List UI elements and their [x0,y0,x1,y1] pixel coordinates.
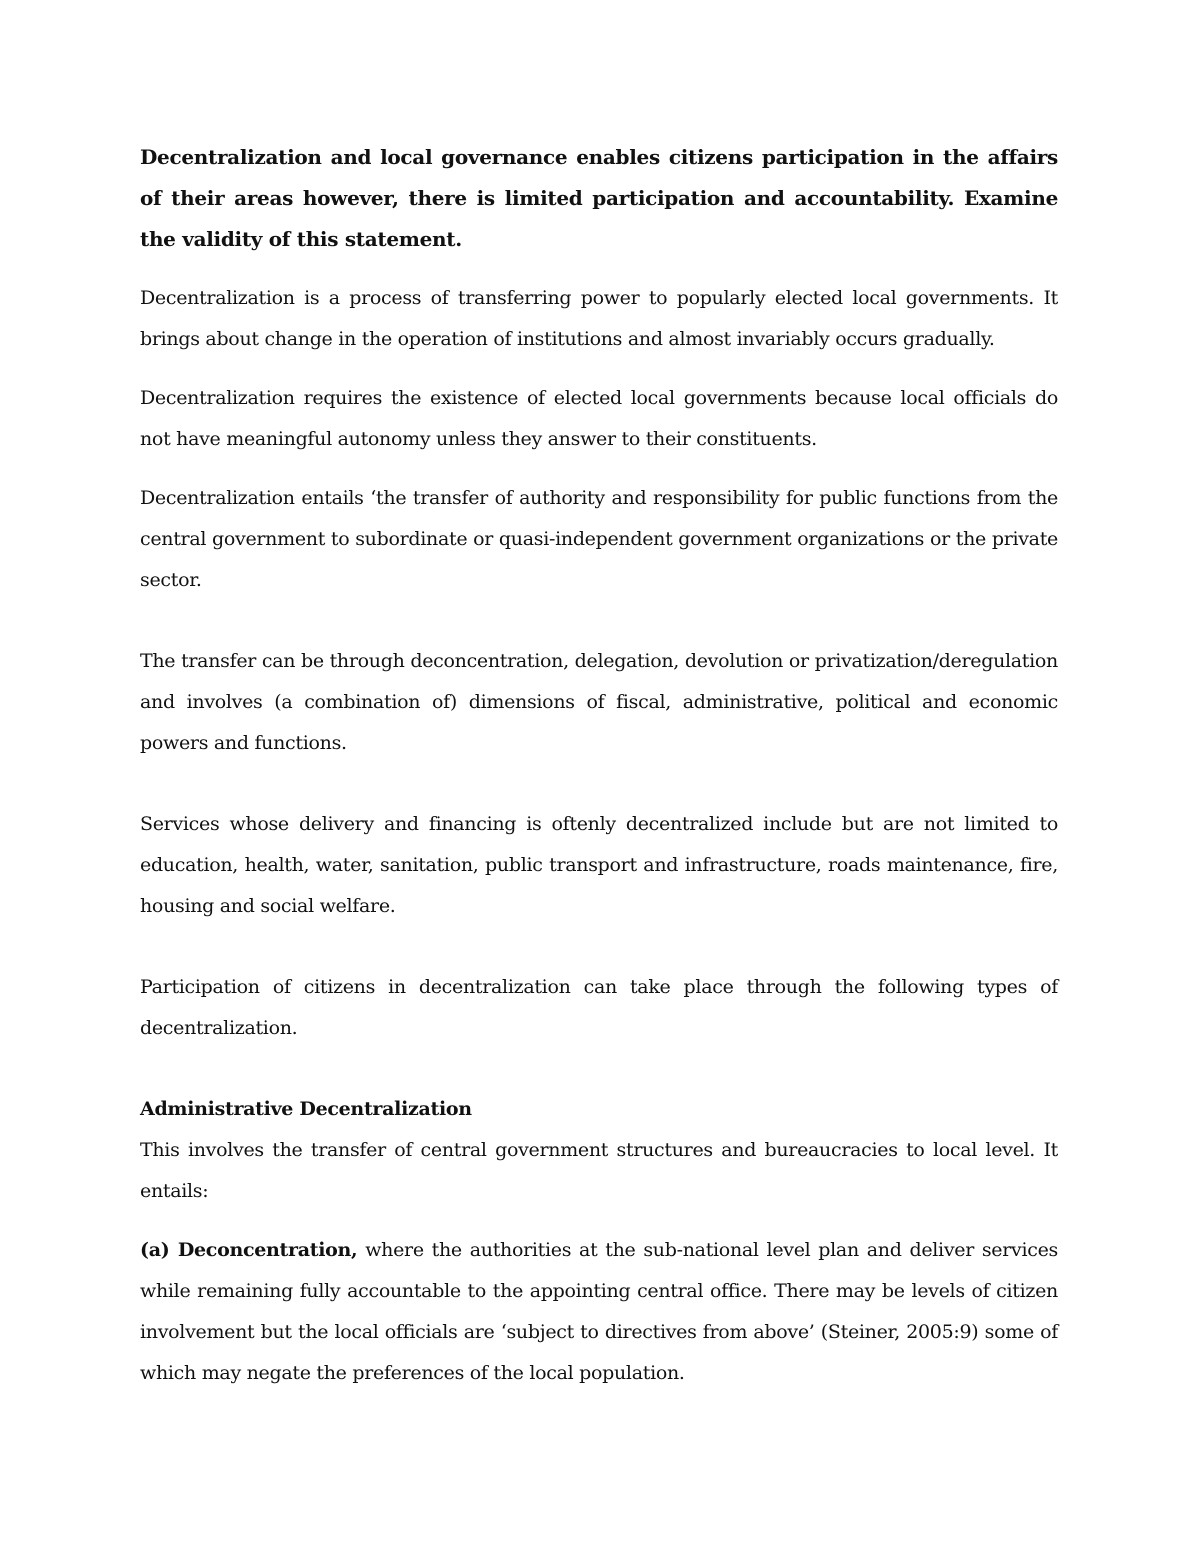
section-heading: Administrative Decentralization [140,1098,472,1120]
paragraph-participation: Participation of citizens in decentralization can take place through the following types of decentralization. [140,976,1058,1039]
paragraph-definition: Decentralization is a process of transferring power to popularly elected local governments. It brings about change in the operation of institutions and almost invariably occurs gradually. [140,287,1058,350]
list-item-label: (a) Deconcentration, [140,1239,358,1261]
list-item-deconcentration [140,1230,1058,1394]
list-item-text: where the authorities at the sub-national level plan and deliver services while remaining fully accountable to the appointing central office. There may be levels of citizen involvement but the local officials are ‘subject to directives from above’ (Steiner, 2005:9) some of which may negate the preferences of the local population. [140,1239,1058,1384]
paragraph-elected-governments: Decentralization requires the existence of elected local governments because local officials do not have meaningful autonomy unless they answer to their constituents. [140,387,1058,450]
document-title: Decentralization and local governance enables citizens participation in the affairs of their areas however, there is limited participation and accountability. Examine the validity of this statement. [140,145,1058,251]
section-body: This involves the transfer of central government structures and bureaucracies to local level. It entails: [140,1139,1058,1202]
document-page [140,137,1058,1412]
paragraph-transfer-authority: Decentralization entails ‘the transfer of authority and responsibility for public functions from the central government to subordinate or quasi-independent government organizations or the private sector. [140,487,1058,591]
paragraph-transfer-forms: The transfer can be through deconcentration, delegation, devolution or privatization/deregulation and involves (a combination of) dimensions of fiscal, administrative, political and economic powers and functions. [140,650,1058,754]
paragraph-services: Services whose delivery and financing is oftenly decentralized include but are not limited to education, health, water, sanitation, public transport and infrastructure, roads maintenance, fire, housing and social welfare. [140,813,1058,917]
